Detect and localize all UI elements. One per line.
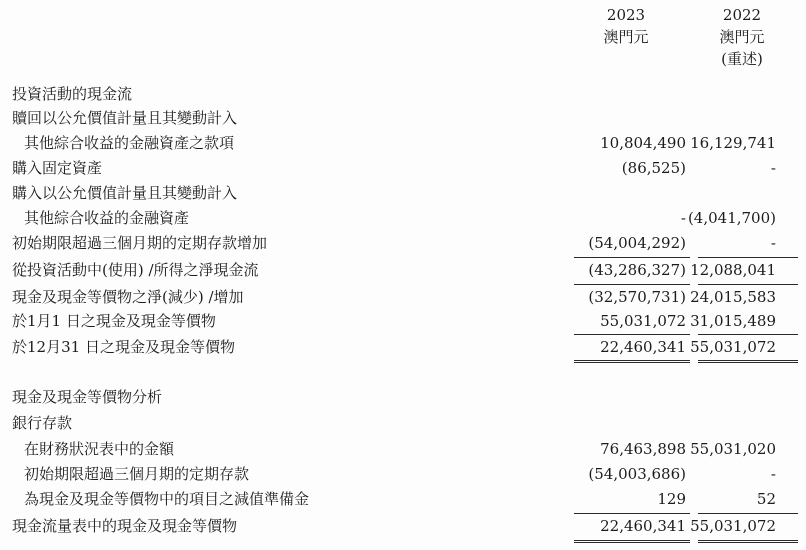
value-2023: 55,031,072 [600, 312, 686, 330]
purchase-row-line1 [0, 181, 806, 205]
row-label: 於1月1 日之現金及現金等價物 [12, 312, 216, 330]
value-2023: 22,460,341 [600, 338, 686, 356]
investing-section-title-row [0, 82, 806, 106]
total-double-rule [574, 360, 690, 361]
row-label: 贖回以公允價值計量且其變動計入 [12, 109, 238, 127]
total-double-rule [574, 362, 690, 363]
value-2023: - [680, 209, 686, 227]
row-label: 購入以公允價值計量且其變動計入 [12, 184, 238, 202]
section-title: 投資活動的現金流 [12, 85, 133, 103]
value-2023: 22,460,341 [600, 517, 686, 535]
total-double-rule [698, 540, 798, 541]
row-label: 其他綜合收益的金融資產 [24, 209, 190, 227]
value-2023: (86,525) [621, 159, 686, 177]
year-2023: 2023 [606, 6, 646, 24]
redeem-row [0, 131, 806, 155]
row-label: 初始期限超過三個月期的定期存款增加 [12, 234, 268, 252]
value-2023: (54,003,686) [588, 465, 686, 483]
value-2022: 52 [756, 490, 776, 508]
row-label: 為現金及現金等價物中的項目之減值準備金 [24, 490, 310, 508]
purchase-row [0, 206, 806, 230]
dec-balance-row [0, 335, 806, 359]
row-label: 其他綜合收益的金融資產之款項 [24, 134, 235, 152]
year-2022: 2022 [722, 6, 762, 24]
value-2022: 31,015,489 [690, 312, 776, 330]
value-2023: (32,570,731) [588, 288, 686, 306]
total-double-rule [698, 362, 798, 363]
redeem-row-line1 [0, 106, 806, 130]
value-2022: 55,031,072 [690, 338, 776, 356]
column-header-2022 [686, 4, 798, 70]
value-2022: - [770, 465, 776, 483]
row-label: 現金及現金等價物之淨(減少) /增加 [12, 288, 244, 306]
analysis-section-title-row [0, 385, 806, 409]
row-label: 銀行存款 [12, 414, 73, 432]
row-label: 於12月31 日之現金及現金等價物 [12, 338, 235, 356]
value-2023: 129 [657, 490, 686, 508]
value-2022: - [770, 159, 776, 177]
deposit-increase-row [0, 231, 806, 255]
value-2023: 10,804,490 [600, 134, 686, 152]
net-change-row [0, 285, 806, 309]
row-label: 初始期限超過三個月期的定期存款 [24, 465, 250, 483]
column-header-2023 [570, 4, 682, 48]
value-2022: 55,031,072 [690, 517, 776, 535]
row-label: 購入固定資產 [12, 159, 103, 177]
unit-2022: 澳門元 [719, 28, 765, 46]
value-2022: 55,031,020 [690, 440, 776, 458]
impairment-row [0, 487, 806, 511]
value-2022: 12,088,041 [690, 261, 776, 279]
cash-flow-total-row [0, 514, 806, 538]
value-2022: (4,041,700) [687, 209, 776, 227]
jan-balance-row [0, 309, 806, 333]
term-deposit-row [0, 462, 806, 486]
value-2023: (43,286,327) [588, 261, 686, 279]
total-double-rule [698, 360, 798, 361]
bank-deposit-row [0, 411, 806, 435]
total-double-rule [698, 542, 798, 543]
value-2023: (54,004,292) [588, 234, 686, 252]
fixed-assets-row [0, 156, 806, 180]
value-2022: 16,129,741 [690, 134, 776, 152]
total-double-rule [574, 540, 690, 541]
restated-note: (重述) [721, 50, 763, 68]
row-label: 現金流量表中的現金及現金等價物 [12, 517, 238, 535]
row-label: 從投資活動中(使用) /所得之淨現金流 [12, 261, 259, 279]
section-title: 現金及現金等價物分析 [12, 388, 163, 406]
unit-2023: 澳門元 [603, 28, 649, 46]
value-2023: 76,463,898 [600, 440, 686, 458]
value-2022: 24,015,583 [690, 288, 776, 306]
total-double-rule [574, 542, 690, 543]
row-label: 在財務狀況表中的金額 [24, 440, 175, 458]
net-investing-row [0, 258, 806, 282]
financial-position-row [0, 437, 806, 461]
value-2022: - [770, 234, 776, 252]
